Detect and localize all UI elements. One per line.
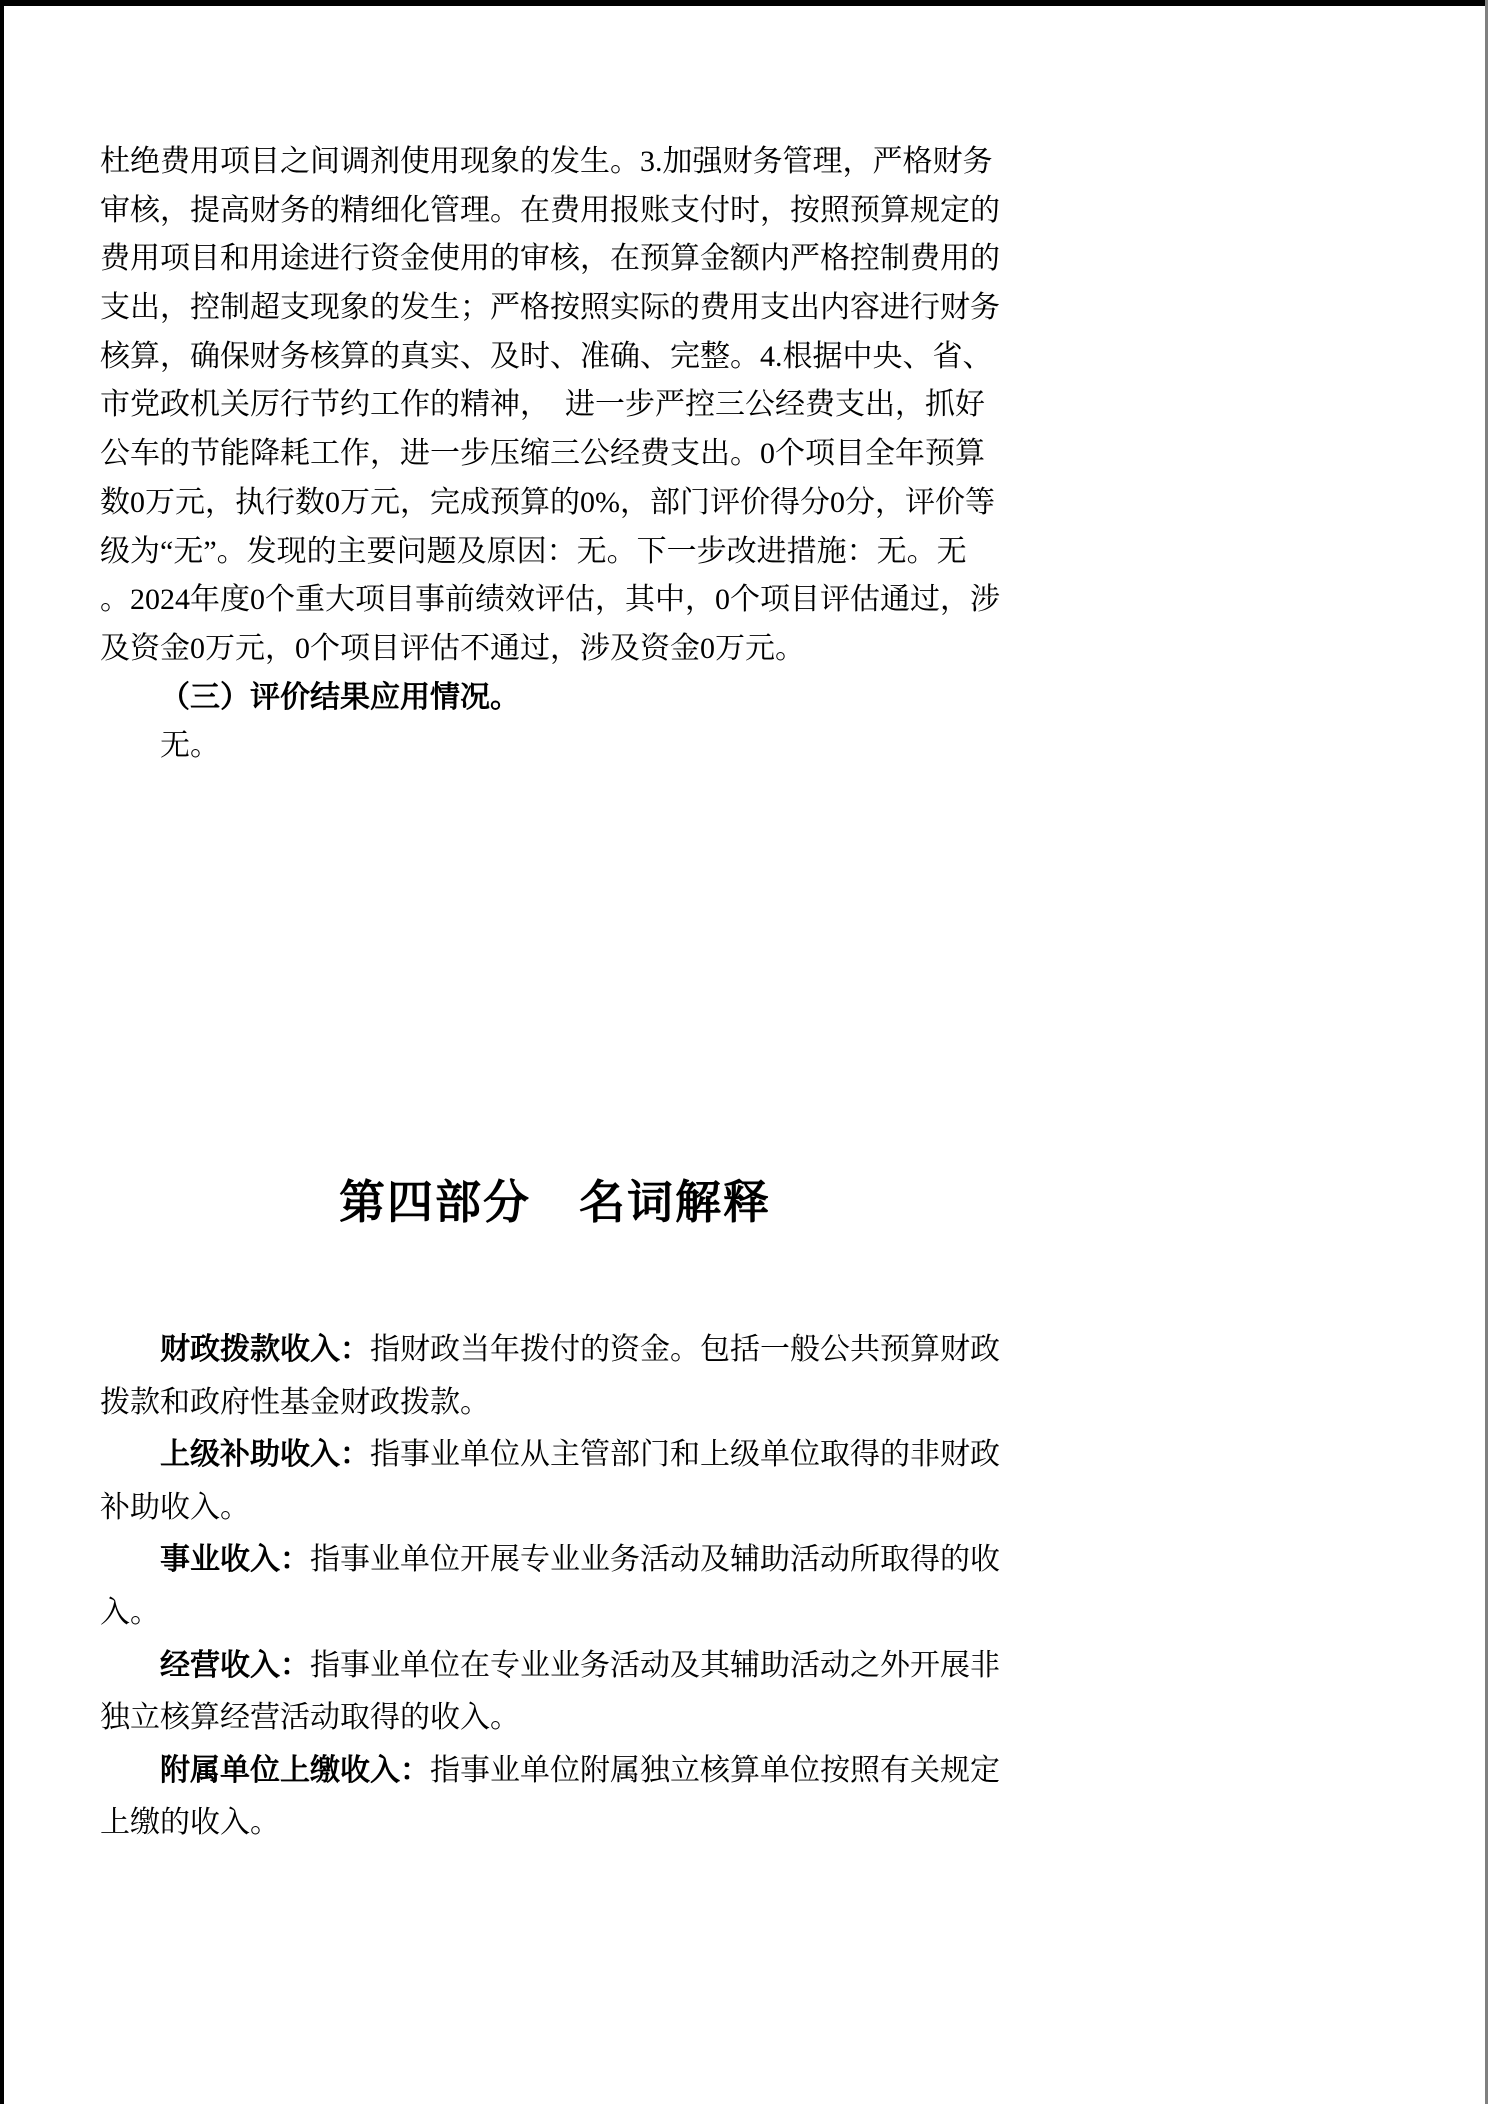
body-line: 支出，控制超支现象的发生；严格按照实际的费用支出内容进行财务 [100, 291, 1000, 325]
body-line: 杜绝费用项目之间调剂使用现象的发生。3.加强财务管理，严格财务 [100, 145, 993, 178]
body-line: 市党政机关厉行节约工作的精神， 进一步严控三公经费支出，抓好 [100, 388, 985, 422]
glossary-entry-operational-income-line2: 入。 [100, 1595, 160, 1629]
body-line: 级为“无”。发现的主要问题及原因：无。下一步改进措施：无。无 [100, 534, 967, 568]
glossary-term: 财政拨款收入： [160, 1333, 370, 1366]
glossary-entry-superior-subsidy-income-line1 [100, 1429, 1030, 1482]
glossary-entry-fiscal-appropriation-income-line1 [100, 1324, 1030, 1377]
glossary-definition: 指财政当年拨付的资金。包括一般公共预算财政 [370, 1333, 1000, 1366]
glossary-entry-business-income-line1 [100, 1640, 1030, 1693]
glossary-entry-affiliated-unit-remittance-income-line1 [100, 1745, 1030, 1798]
body-line: 及资金0万元，0个项目评估不通过，涉及资金0万元。 [100, 631, 805, 665]
glossary-definition: 指事业单位开展专业业务活动及辅助活动所取得的收 [310, 1543, 1000, 1577]
subheading-evaluation-result-application: （三）评价结果应用情况。 [160, 680, 520, 714]
glossary-entry-affiliated-unit-remittance-income-line2: 上缴的收入。 [100, 1806, 280, 1840]
body-paragraph [100, 138, 1010, 771]
glossary-term: 经营收入： [160, 1648, 310, 1682]
glossary-term: 上级补助收入： [160, 1438, 370, 1472]
page-left-edge [0, 0, 4, 2104]
glossary-definition: 指事业单位附属独立核算单位按照有关规定 [430, 1753, 1000, 1787]
glossary-entry-superior-subsidy-income-line2: 补助收入。 [100, 1490, 250, 1524]
body-line: 。2024年度0个重大项目事前绩效评估，其中，0个项目评估通过，涉 [100, 583, 1000, 617]
body-line: 数0万元，执行数0万元，完成预算的0%，部门评价得分0分，评价等 [100, 485, 995, 519]
glossary-definition: 指事业单位在专业业务活动及其辅助活动之外开展非 [310, 1648, 1000, 1682]
section-title-part4-glossary: 第四部分 名词解释 [339, 1177, 771, 1228]
glossary-section [100, 1324, 1030, 1850]
glossary-entry-business-income-line2: 独立核算经营活动取得的收入。 [100, 1701, 520, 1735]
subheading-note: 无。 [160, 729, 220, 763]
page-top-edge [0, 0, 1488, 6]
glossary-definition: 指事业单位从主管部门和上级单位取得的非财政 [370, 1438, 1000, 1472]
body-line: 费用项目和用途进行资金使用的审核，在预算金额内严格控制费用的 [100, 242, 1000, 276]
body-line: 公车的节能降耗工作，进一步压缩三公经费支出。0个项目全年预算 [100, 437, 985, 471]
glossary-entry-operational-income-line1 [100, 1534, 1030, 1587]
glossary-term: 事业收入： [160, 1543, 310, 1577]
glossary-entry-fiscal-appropriation-income-line2: 拨款和政府性基金财政拨款。 [100, 1385, 490, 1419]
body-line: 核算，确保财务核算的真实、及时、准确、完整。4.根据中央、省、 [100, 339, 993, 373]
glossary-term: 附属单位上缴收入： [160, 1753, 430, 1787]
body-line: 审核，提高财务的精细化管理。在费用报账支付时，按照预算规定的 [100, 193, 1000, 227]
